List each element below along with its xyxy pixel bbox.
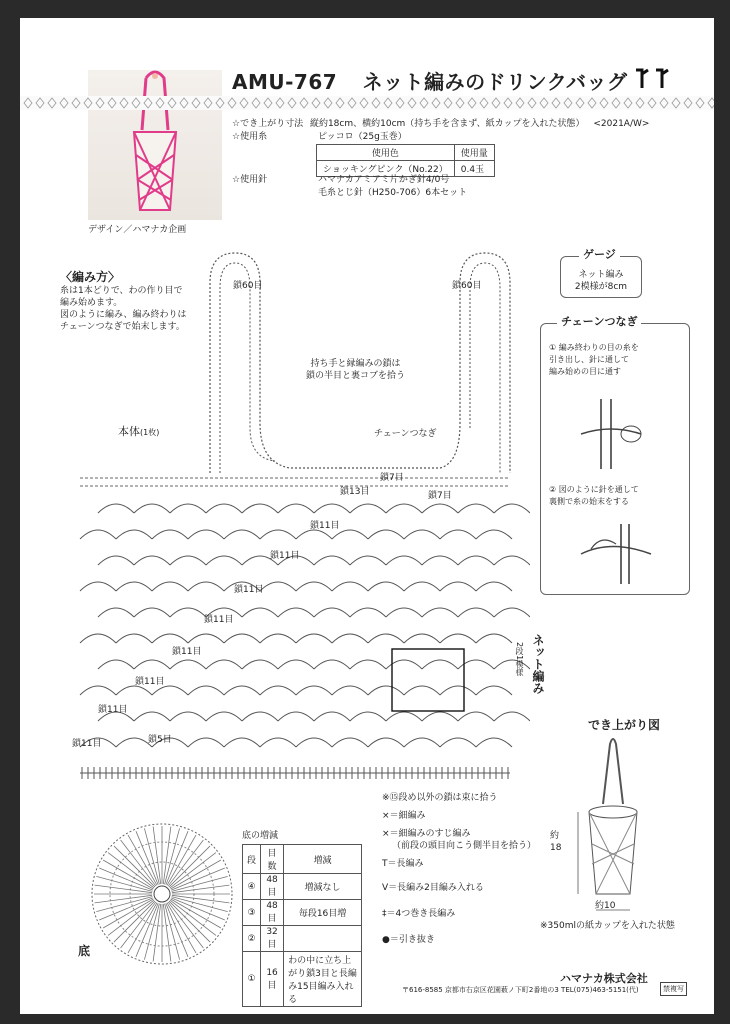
instructions: 〈編み方〉 糸は1本どりで、わの作り目で 編み始めます。 図のように編み、編み終わりは チェーンつなぎで始末します。 xyxy=(60,270,187,332)
chart-label-11: 鎖11目 xyxy=(72,739,102,749)
pattern-title xyxy=(232,66,628,95)
size-spec: ☆でき上がり寸法 縦約18cm、横約10cm（持ち手を含まず、紙カップを入れた状態） <2021A/W> xyxy=(232,119,650,129)
photo-caption: デザイン／ハマナカ企画 xyxy=(88,225,187,235)
legend: ×＝細編み ×＝細編みのすじ編み （前段の頭目向こう側半目を拾う） T＝長編み V＝長編み2目編み入れる ‡＝4つ巻き長編み ●＝引き抜き xyxy=(382,811,537,945)
needle-label: ☆使用針 xyxy=(232,175,268,185)
chart-label-2: 鎖7目 xyxy=(428,491,452,501)
yarn-value: ピッコロ（25g玉巻） xyxy=(318,132,407,142)
bottom-label: 底 xyxy=(78,944,91,958)
repeat-box xyxy=(392,649,464,711)
pattern-sheet xyxy=(20,18,714,1014)
increase-table: 段 目数 増減 ④ 48目 増減なし ③ 48目 毎段16目増 ② 32目 ① 16目 わの中に立ち上がり鎖3目と長編み15目編み入れる xyxy=(242,844,362,1007)
chain-step-1: ① 編み終わりの目の糸を 引き出し、針に通して 編み始めの目に通す xyxy=(549,343,639,376)
crochet-chart xyxy=(60,243,530,783)
finished-note: ※350mlの紙カップを入れた状態 xyxy=(540,921,675,931)
footer-company: ハマナカ株式会社 xyxy=(560,972,648,985)
chain-join-box: チェーンつなぎ ① 編み終わりの目の糸を 引き出し、針に通して 編み始めの目に通す ② 図のように針を通して 裏側で糸の始末をする xyxy=(540,323,690,595)
finished-width: 約10 xyxy=(595,901,616,911)
footer-stamp: 禁複写 xyxy=(660,982,687,996)
net-sublabel: 2段1模様 xyxy=(515,642,524,677)
finished-title: でき上がり図 xyxy=(588,718,661,732)
chart-label-6: 鎖11目 xyxy=(234,585,264,595)
decorative-band xyxy=(20,96,714,110)
chart-label-10: 鎖11目 xyxy=(98,705,128,715)
chart-label-9: 鎖11目 xyxy=(135,677,165,687)
pattern-name: ネット編みのドリンクバッグ xyxy=(362,70,628,94)
chart-label-12: 鎖5目 xyxy=(148,735,172,745)
handle-right-label: 鎖60目 xyxy=(452,281,482,291)
net-label: ネット編み xyxy=(531,634,545,694)
handle-left-label: 鎖60目 xyxy=(233,281,263,291)
legend-note: ※⑮段め以外の鎖は束に拾う xyxy=(382,793,498,803)
logo-icon xyxy=(632,66,672,92)
chart-label-4: 鎖11目 xyxy=(310,521,340,531)
chart-label-8: 鎖11目 xyxy=(172,647,202,657)
brand-logo xyxy=(632,66,672,97)
chart-label-1: 鎖7目 xyxy=(380,473,404,483)
finished-height: 約18 xyxy=(550,831,562,853)
chain-join-label: チェーンつなぎ xyxy=(374,429,437,439)
pattern-code: AMU-767 xyxy=(232,70,338,94)
chain-step-1-icon xyxy=(571,394,661,474)
chart-label-5: 鎖11目 xyxy=(270,551,300,561)
chain-step-2: ② 図のように針を通して 裏側で糸の始末をする xyxy=(549,485,639,506)
needle-value-2: 毛糸とじ針（H250-706）6本セット xyxy=(318,188,468,198)
chain-step-2-icon xyxy=(571,519,661,589)
product-photo xyxy=(88,70,222,220)
yarn-table: 使用色 使用量 ショッキングピンク（No.22） 0.4玉 xyxy=(316,144,495,177)
footer-address: 〒616-8585 京都市右京区花園薮ノ下町2番地の3 TEL(075)463-5151(代) xyxy=(402,986,639,994)
body-label: 本体(1枚) xyxy=(118,425,160,438)
chart-label-3: 鎖13目 xyxy=(340,487,370,497)
bottom-round-chart xyxy=(82,814,242,974)
chart-label-7: 鎖11目 xyxy=(204,615,234,625)
needle-value-1: ハマナカアミアミ片かぎ針4/0号 xyxy=(318,175,450,185)
gauge-box: ゲージ ネット編み 2模様が8cm xyxy=(560,256,642,298)
handle-note: 持ち手と縁編みの鎖は 鎖の半目と裏コブを拾う xyxy=(306,359,406,381)
yarn-label: ☆使用糸 xyxy=(232,132,268,142)
finished-illustration xyxy=(558,734,668,924)
increase-table-title: 底の増減 xyxy=(242,831,279,841)
